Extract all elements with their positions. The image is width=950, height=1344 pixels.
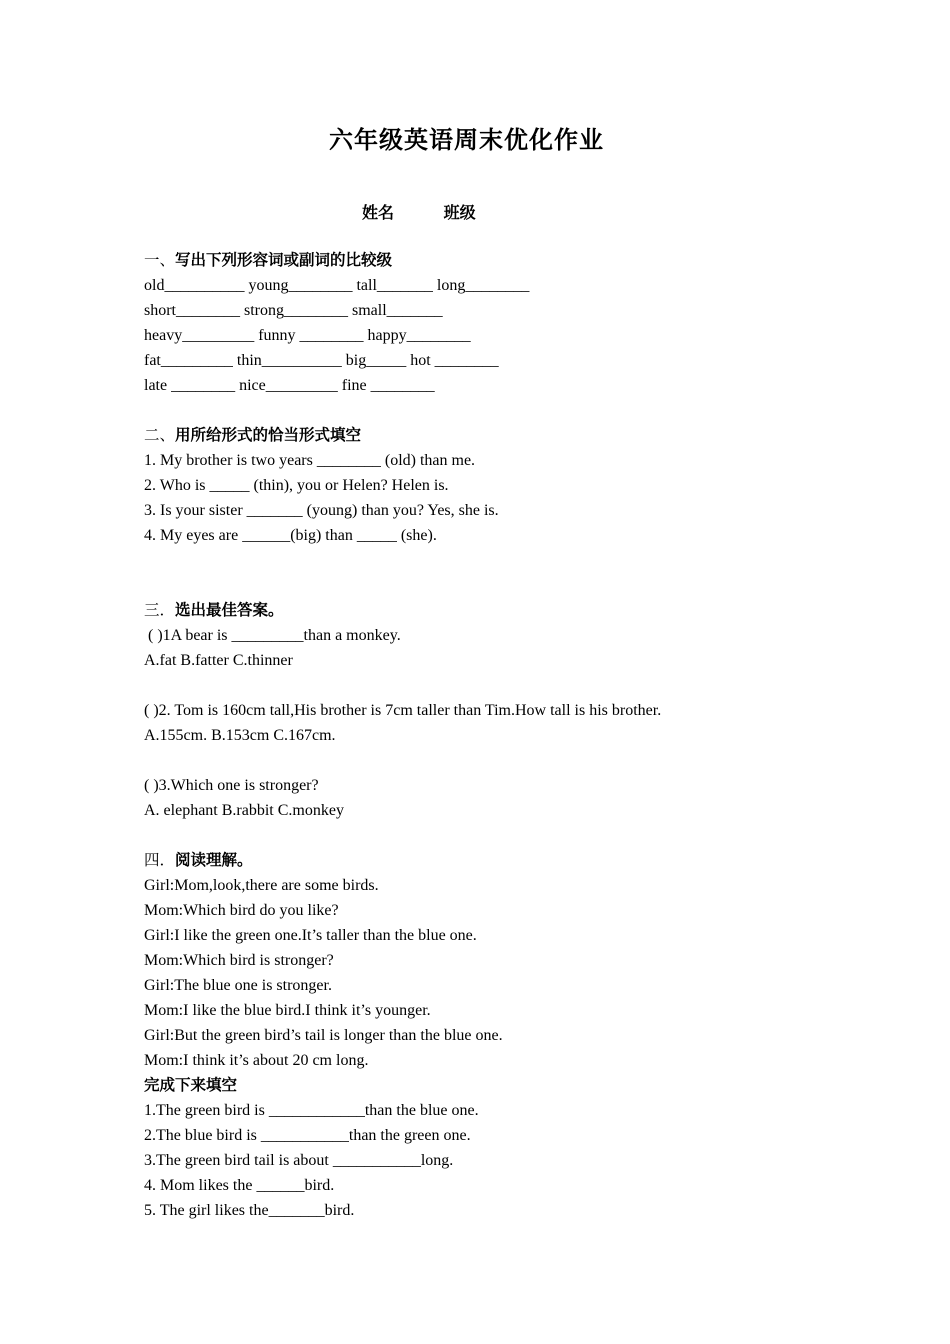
section1-line: heavy_________ funny ________ happy________ xyxy=(144,327,471,344)
fill-line: 5. The girl likes the_______bird. xyxy=(144,1202,355,1219)
section3-options-1: A.fat B.fatter C.thinner xyxy=(144,652,293,669)
name-class-row xyxy=(362,200,476,223)
fill-heading: 完成下来填空 xyxy=(144,1076,238,1094)
section2-heading: 二、用所给形式的恰当形式填空 xyxy=(144,426,362,444)
fill-line: 2.The blue bird is ___________than the green one. xyxy=(144,1127,471,1144)
page-title: 六年级英语周末优化作业 xyxy=(329,126,604,154)
dialogue-line: Girl:Mom,look,there are some birds. xyxy=(144,877,379,894)
dialogue-line: Girl:The blue one is stronger. xyxy=(144,977,332,994)
name-label: 姓名 xyxy=(362,203,395,222)
section3-options-2: A.155cm. B.153cm C.167cm. xyxy=(144,727,336,744)
section1-heading: 一、写出下列形容词或副词的比较级 xyxy=(144,251,393,269)
dialogue-line: Mom:Which bird is stronger? xyxy=(144,952,334,969)
section1-line: fat_________ thin__________ big_____ hot ________ xyxy=(144,352,499,369)
dialogue-line: Mom:Which bird do you like? xyxy=(144,902,339,919)
dialogue-line: Girl:I like the green one.It’s taller than the blue one. xyxy=(144,927,477,944)
fill-line: 4. Mom likes the ______bird. xyxy=(144,1177,335,1194)
dialogue-line: Mom:I like the blue bird.I think it’s younger. xyxy=(144,1002,431,1019)
section2-question: 4. My eyes are ______(big) than _____ (she). xyxy=(144,527,437,544)
section3-question-2: ( )2. Tom is 160cm tall,His brother is 7cm taller than Tim.How tall is his brother. xyxy=(144,702,662,719)
section1-line: short________ strong________ small_______ xyxy=(144,302,443,319)
section2-question: 3. Is your sister _______ (young) than you? Yes, she is. xyxy=(144,502,499,519)
fill-line: 1.The green bird is ____________than the blue one. xyxy=(144,1102,479,1119)
section3-heading: 三．选出最佳答案。 xyxy=(144,601,284,619)
section3-question-1: ( )1A bear is _________than a monkey. xyxy=(144,627,401,644)
section1-line: late ________ nice_________ fine ________ xyxy=(144,377,435,394)
dialogue-line: Girl:But the green bird’s tail is longer than the blue one. xyxy=(144,1027,503,1044)
class-label: 班级 xyxy=(443,203,476,222)
section4-heading: 四．阅读理解。 xyxy=(144,851,253,869)
fill-line: 3.The green bird tail is about ___________long. xyxy=(144,1152,454,1169)
worksheet-content xyxy=(144,248,864,1223)
section2-question: 2. Who is _____ (thin), you or Helen? Helen is. xyxy=(144,477,449,494)
section3-options-3: A. elephant B.rabbit C.monkey xyxy=(144,802,344,819)
section1-line: old__________ young________ tall_______ long________ xyxy=(144,277,530,294)
dialogue-line: Mom:I think it’s about 20 cm long. xyxy=(144,1052,369,1069)
section2-question: 1. My brother is two years ________ (old) than me. xyxy=(144,452,476,469)
section3-question-3: ( )3.Which one is stronger? xyxy=(144,777,319,794)
